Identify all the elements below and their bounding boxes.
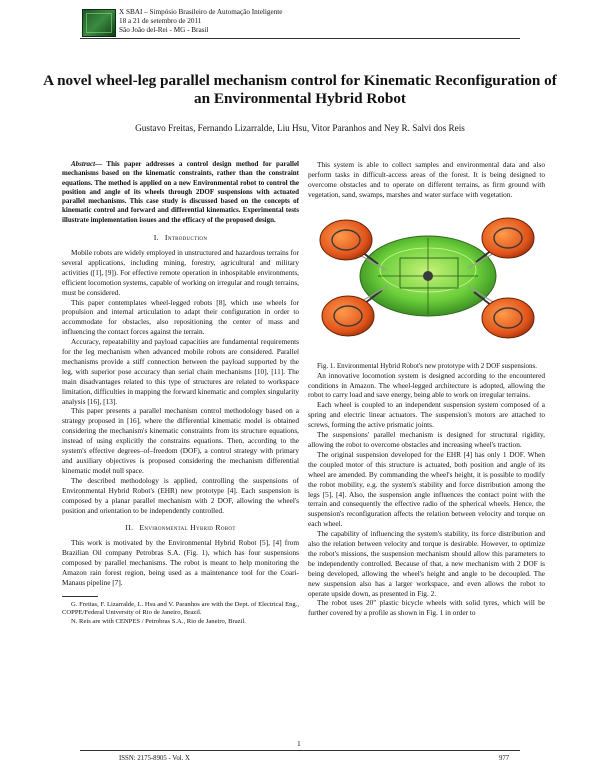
paragraph: An innovative locomotion system is designed according to the encountered conditions in Amazon. The wheel-legged architecture is adopted, allowing the robot to carry load and save energy, being able to work on irregular terrains. [308, 370, 545, 400]
abstract [62, 160, 299, 225]
header-rule [80, 38, 520, 39]
paragraph: The robot uses 20" plastic bicycle wheels with solid tyres, which will be further covered by a profile as shown in Fig. 1 in order to [308, 598, 545, 618]
abstract-label: Abstract— [71, 160, 103, 168]
paragraph: The described methodology is applied, controlling the suspensions of Environmental Hybrid Robot's (EHR) new prototype [4]. Each suspension is composed by a planar parallel mechanism with 2 DOF, allowing the wheel's position and orientation to be independently controlled. [62, 475, 299, 515]
figure-robot-prototype [308, 206, 545, 356]
paragraph: This work is motivated by the Environmental Hybrid Robot [5], [4] from Brazilian Oil company Petrobras S.A. (Fig. 1), which has four suspensions composed by parallel mechanisms. The robot is meant to help monitoring the Amazon rain forest region, being used as a maintenance tool for the Coari-Manaus pipeline [7]. [62, 538, 299, 587]
footnote: G. Freitas, F. Lizarralde, L. Hsu and V. Paranhos are with the Dept. of Electrical Eng., COPPE/Federal University of Rio de Janeiro, Brazil. [62, 600, 299, 617]
footnote: N. Reis are with CENPES / Petrobras S.A., Rio de Janeiro, Brazil. [71, 618, 246, 626]
paragraph: Accuracy, repeatability and payload capacities are fundamental requirements for the leg mechanism when advanced mobile robots are considered. Parallel mechanisms provide a stiff connection between the payload supported by the leg, with superior pose accuracy than serial chain mechanisms [10], [11]. The main disadvantages related to this type of structures are related to workspace limitation, difficulties in mapping the forward kinematic and complex singularity analysis [16], [13]. [62, 337, 299, 406]
footer-rule [80, 750, 520, 751]
issn: ISSN: 2175-8905 - Vol. X [119, 755, 190, 762]
paragraph: The original suspension developed for the EHR [4] has only 1 DOF. When the coupled motor of this structure is actuated, both position and angle of its wheel are amended. By commanding the wheel's height, it is possible to modify the robot mobility, e.g. the system's stability and force distribution among the legs [5], [4]. Also, the suspension angle influences the contact point with the terrain and consequently the effective radio of the spherical wheels. Hence, the suspension's reconfiguration affects the relation between velocity and torque on each wheel. [308, 449, 545, 529]
paragraph: The suspensions' parallel mechanism is designed for structural rigidity, allowing the robot to overcome obstacles and increasing wheel's traction. [308, 430, 545, 449]
figure-caption: Fig. 1. Environmental Hybrid Robot's new prototype with 2 DOF suspensions. [317, 361, 538, 370]
conference-header [119, 8, 283, 36]
abstract-text: This paper addresses a control design method for parallel mechanisms based on the kinematic constraints, rather than the constraint equations. The method is applied on a new Environmental robot to control the position and angle of its wheels through 2DOF suspensions with actuated parallel mechanisms. This case study is discussed based on the concepts of kinematic control and forward and differential kinematics. Experimental tests illustrate implementation issues and the efficacy of the proposed design. [62, 160, 299, 224]
page-number: 1 [297, 739, 301, 748]
paragraph: This paper presents a parallel mechanism control methodology based on a strategy proposed in [16], where the differential kinematic model is obtained considering the mechanism's kinematic constraints from its structure equations, instead of using explicitly the constrains equations. Then, according to the system's effective degrees–of–freedom (DOF), a control strategy with primary and auxiliary objectives is proposed considering the mechanism differential kinematic model null space. [62, 406, 299, 475]
wheel-front-left [320, 220, 372, 260]
article-number: 977 [499, 755, 510, 762]
right-column [308, 160, 545, 618]
footnote-rule [62, 596, 98, 597]
wheel-front-right [482, 218, 534, 258]
section-heading-ehr: II. Environmental Hybrid Robot [125, 523, 236, 533]
paragraph: This system is able to collect samples and environmental data and also perform tasks in difficult-access areas of the forest. It is being designed to overcome obstacles and to operate on different terrains, as firm ground with vegetation, sand, swamps, marshes and water surface with vegetation. [308, 160, 545, 199]
wheel-rear-left [322, 296, 374, 336]
conference-dates: 18 a 21 de setembro de 2011 [119, 17, 202, 26]
paragraph: The capability of influencing the system's stability, its force distribution and also the relation between velocity and torque is desirable. However, to optimize the robot's missions, the suspension mechanism should allow this parameters to be independently controlled. Because of that, a new mechanism with 2 DOF is being developed, allowing the wheel's height and angle to be decoupled. The new suspension also has a larger workspace, and even allows the robot to operate upside down, as presented in Fig. 2. [308, 529, 545, 598]
paragraph: This paper contemplates wheel-legged robots [8], which use wheels for propulsion and internal articulation to adapt their configuration in order to accommodate for obstacles, also repositioning the center of mass and influencing the contact forces against the terrain. [62, 297, 299, 337]
paragraph: Mobile robots are widely employed in unstructured and hazardous terrains for several applications, including mining, forestry, agricultural and military activities ([1], [9]). For effective remote operation in inhospitable environments, efficient locomotion systems, capable of working on irregular and rough terrains, must be considered. [62, 247, 299, 297]
robot-illustration [308, 206, 545, 356]
paper-title: A novel wheel-leg parallel mechanism control for Kinematic Reconfiguration of an Environmental Hybrid Robot [43, 72, 557, 107]
left-column [62, 160, 299, 627]
paragraph: Each wheel is coupled to an independent suspension system composed of a spring and electric linear actuators. The suspension's motors are attached to screws, forming the active prismatic joints. [308, 400, 545, 430]
section-heading-introduction: I. Introduction [153, 233, 208, 243]
conference-location: São João del-Rei - MG - Brasil [119, 26, 209, 35]
wheel-rear-right [482, 298, 534, 338]
conference-name: X SBAI – Simpósio Brasileiro de Automação Inteligente [119, 8, 283, 16]
paper-authors: Gustavo Freitas, Fernando Lizarralde, Liu Hsu, Vitor Paranhos and Ney R. Salvi dos Reis [135, 123, 465, 133]
conference-logo [82, 9, 116, 37]
